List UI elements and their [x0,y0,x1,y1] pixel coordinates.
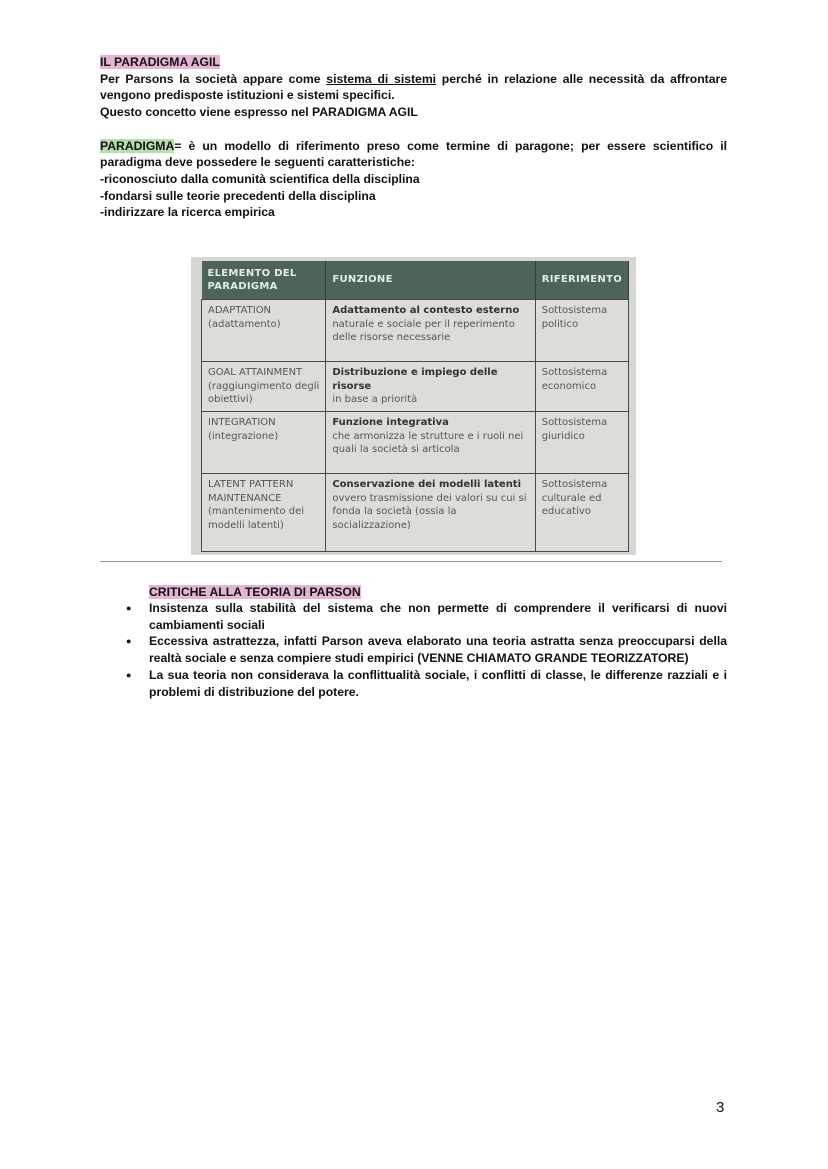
header-reference: RIFERIMENTO [535,261,628,300]
cell-function [326,474,535,552]
header-function: FUNZIONE [326,261,535,300]
section-title: IL PARADIGMA AGIL [100,55,220,69]
critiche-title [149,584,361,601]
header-element: ELEMENTO DEL PARADIGMA [202,261,326,300]
concept-line: Questo concetto viene espresso nel PARADIGMA AGIL [100,105,418,120]
function-text: naturale e sociale per il reperimento delle risorse necessarie [332,318,515,343]
function-title: Conservazione dei modelli latenti [332,479,522,490]
divider [100,561,722,562]
cell-reference: Sottosistema culturale ed educativo [535,474,628,552]
definition-paragraph [100,138,727,171]
text: = è un modello di riferimento preso come termine di paragone; per essere scientifico il paradigma deve possedere le seguenti caratteristiche: [100,138,727,170]
agil-table-photo [191,257,636,555]
function-title: Funzione integrativa [332,417,449,428]
function-text: ovvero trasmissione dei valori su cui si fonda la società (ossia la socializzazione) [332,492,527,531]
cell-element: ADAPTATION (adattamento) [202,300,326,362]
cell-element: INTEGRATION (integrazione) [202,412,326,474]
page-number: 3 [716,1099,725,1116]
text: Per Parsons la società appare come [100,71,327,86]
function-title: Distribuzione e impiego delle risorse [332,367,498,392]
table-row [202,412,629,474]
cell-function [326,300,535,362]
function-text: che armonizza le strutture e i ruoli nei quali la società si articola [332,430,524,455]
definition-term: PARADIGMA [100,138,175,153]
section-agil [100,54,727,221]
critiche-title-text: CRITICHE ALLA TEORIA DI PARSON [149,585,361,599]
table-row [202,474,629,552]
table-header [202,261,629,300]
cell-element: GOAL ATTAINMENT (raggiungimento degli obiettivi) [202,362,326,412]
cell-function [326,412,535,474]
cell-reference: Sottosistema economico [535,362,628,412]
table-row [202,300,629,362]
critiche-list [149,600,727,700]
intro-paragraph [100,71,727,104]
cell-reference: Sottosistema giuridico [535,412,628,474]
list-item: ● Insistenza sulla stabilità del sistema che non permette di comprendere il verificarsi di nuovi cambiamenti sociali [149,600,727,633]
agil-table [201,261,629,552]
function-title: Adattamento al contesto esterno [332,305,520,316]
list-item: ● La sua teoria non considerava la conflittualità sociale, i conflitti di classe, le differenze razziali e i problemi di distribuzione del potere. [149,667,727,700]
list-item: -riconosciuto dalla comunità scientifica della disciplina [100,171,420,186]
cell-reference: Sottosistema politico [535,300,628,362]
function-text: in base a priorità [332,394,418,405]
table-row [202,362,629,412]
cell-element: LATENT PATTERN MAINTENANCE (mantenimento dei modelli latenti) [202,474,326,552]
cell-function [326,362,535,412]
list-item: -fondarsi sulle teorie precedenti della disciplina [100,188,376,203]
text: perché in relazione alle necessità da affrontare vengono predisposte istituzioni e sistemi specifici. [100,71,727,103]
list-item: -indirizzare la ricerca empirica [100,205,275,220]
underlined-term: sistema di sistemi [326,71,437,86]
list-item: ● Eccessiva astrattezza, infatti Parson aveva elaborato una teoria astratta senza preoccuparsi della realtà sociale e senza compiere studi empirici (VENNE CHIAMATO GRANDE TEORIZZATORE) [149,633,727,666]
